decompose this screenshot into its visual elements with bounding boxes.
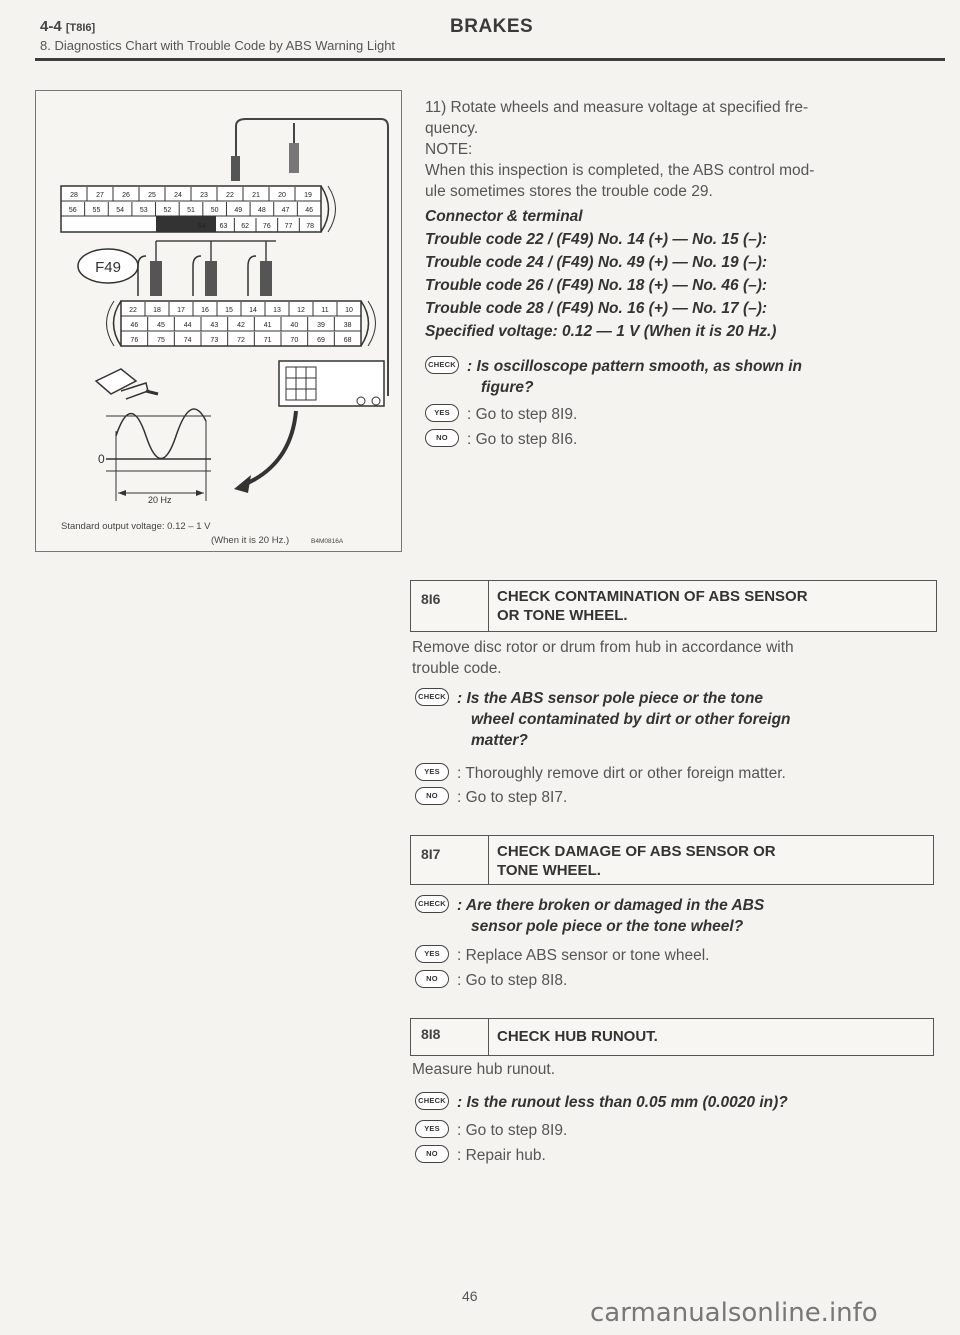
check-badge: CHECK bbox=[415, 1092, 449, 1110]
figure-caption-line1: Standard output voltage: 0.12 – 1 V bbox=[61, 521, 211, 532]
pin-label: 55 bbox=[92, 207, 101, 214]
pin-label: 78 bbox=[306, 223, 315, 230]
pin-label: 75 bbox=[157, 337, 165, 344]
step-818-yes-text: : Go to step 8I9. bbox=[457, 1122, 568, 1139]
pin-label: 52 bbox=[163, 207, 172, 214]
step-11-line2: quency. bbox=[425, 120, 479, 137]
pin-label: 50 bbox=[210, 207, 219, 214]
no-badge: NO bbox=[425, 429, 459, 447]
pin-label: 24 bbox=[174, 192, 182, 199]
probe-top-1 bbox=[231, 156, 240, 181]
pin-label: 13 bbox=[273, 307, 281, 314]
watermark: carmanualsonline.info bbox=[590, 1298, 878, 1328]
trouble-code-26: Trouble code 26 / (F49) No. 18 (+) — No. 46 (–): bbox=[425, 277, 768, 294]
page-ref-tag: [T8I6] bbox=[65, 22, 96, 34]
figure-caption-line2: (When it is 20 Hz.) bbox=[211, 535, 290, 546]
trouble-code-28: Trouble code 28 / (F49) No. 16 (+) — No. 17 (–): bbox=[425, 300, 768, 317]
pin-label: 49 bbox=[234, 207, 243, 214]
pin-label: 18 bbox=[153, 307, 161, 314]
pin-label: 15 bbox=[225, 307, 233, 314]
note-line1: When this inspection is completed, the ABS control mod- bbox=[425, 162, 815, 179]
connector-plug-icon bbox=[96, 369, 158, 399]
pin-label: 21 bbox=[252, 192, 260, 199]
pin-label: 48 bbox=[258, 207, 266, 214]
pin-label: 40 bbox=[290, 322, 299, 329]
page-number: 46 bbox=[462, 1288, 478, 1304]
pin-label: 41 bbox=[263, 322, 272, 329]
note-line2: ule sometimes stores the trouble code 29. bbox=[425, 183, 713, 200]
step-816-no-row bbox=[415, 787, 567, 808]
pin-label: 38 bbox=[343, 322, 352, 329]
step-816-title-1: CHECK CONTAMINATION OF ABS SENSOR bbox=[497, 588, 808, 605]
step-818-yes-row bbox=[415, 1120, 567, 1141]
pin-label: 43 bbox=[210, 322, 219, 329]
pin-label: 20 bbox=[278, 192, 286, 199]
pin-label: 71 bbox=[263, 337, 272, 344]
connector-heading: Connector & terminal bbox=[425, 208, 583, 225]
pin-label: 70 bbox=[290, 337, 299, 344]
header-rule bbox=[35, 58, 945, 61]
intro-no-row bbox=[425, 429, 577, 450]
yes-badge: YES bbox=[425, 404, 459, 422]
pin-label: 76 bbox=[262, 223, 271, 230]
pin-label: 14 bbox=[249, 307, 257, 314]
yes-badge: YES bbox=[415, 763, 449, 781]
pin-label: 46 bbox=[305, 207, 314, 214]
figure-id: B4M0816A bbox=[311, 538, 344, 545]
intro-yes-row bbox=[425, 404, 577, 425]
step-816-box bbox=[410, 580, 937, 632]
step-816-check-row bbox=[415, 688, 791, 751]
pin-label: 10 bbox=[345, 307, 353, 314]
step-11-line1: 11) Rotate wheels and measure voltage at specified fre- bbox=[425, 99, 809, 116]
step-816-yes-text: : Thoroughly remove dirt or other foreign matter. bbox=[457, 765, 786, 782]
pin-label: 76 bbox=[130, 337, 139, 344]
pin-label: 22 bbox=[129, 307, 137, 314]
step-817-question-1: : Are there broken or damaged in the ABS bbox=[457, 897, 765, 914]
step-818-body-1: Measure hub runout. bbox=[412, 1061, 556, 1078]
pin-label: 22 bbox=[226, 192, 234, 199]
step-816-no-text: : Go to step 8I7. bbox=[457, 789, 568, 806]
oscilloscope-icon bbox=[279, 361, 384, 406]
step-816-title-2: OR TONE WHEEL. bbox=[497, 607, 628, 624]
yes-badge: YES bbox=[415, 945, 449, 963]
pin-label: 69 bbox=[317, 337, 325, 344]
no-badge: NO bbox=[415, 787, 449, 805]
step-816-yes-row bbox=[415, 763, 786, 784]
waveform-zero-label: 0 bbox=[98, 452, 105, 466]
pin-label: 25 bbox=[148, 192, 156, 199]
check-badge: CHECK bbox=[415, 688, 449, 706]
intro-check-row bbox=[425, 356, 802, 398]
step-817-yes-row bbox=[415, 945, 709, 966]
step-817-check-row bbox=[415, 895, 764, 937]
note-label: NOTE: bbox=[425, 141, 473, 158]
pin-label: 51 bbox=[187, 207, 195, 214]
step-817-no-text: : Go to step 8I8. bbox=[457, 972, 568, 989]
step-818-question-1: : Is the runout less than 0.05 mm (0.0020 in)? bbox=[457, 1094, 788, 1111]
figure-drawing bbox=[36, 91, 401, 551]
pin-label: 23 bbox=[200, 192, 208, 199]
pin-label: 44 bbox=[183, 322, 192, 329]
intro-check-question-1: : Is oscilloscope pattern smooth, as shown in bbox=[467, 358, 803, 375]
pointer-arrow bbox=[241, 411, 296, 486]
step-817-yes-text: : Replace ABS sensor or tone wheel. bbox=[457, 947, 710, 964]
pin-label: 47 bbox=[281, 207, 290, 214]
pin-label: 63 bbox=[219, 223, 228, 230]
step-816-question-1: : Is the ABS sensor pole piece or the tone bbox=[457, 690, 764, 707]
probe-mid-3 bbox=[260, 261, 272, 296]
pin-label: 39 bbox=[317, 322, 325, 329]
connector-label: F49 bbox=[95, 259, 121, 276]
intro-no-text: : Go to step 8I6. bbox=[467, 431, 578, 448]
pin-label: 74 bbox=[183, 337, 192, 344]
step-816-question-3: matter? bbox=[471, 732, 528, 749]
step-817-box bbox=[410, 835, 934, 885]
probe-mid-1 bbox=[150, 261, 162, 296]
trouble-code-24: Trouble code 24 / (F49) No. 49 (+) — No. 19 (–): bbox=[425, 254, 768, 271]
pin-label: 56 bbox=[68, 207, 77, 214]
pin-label: 73 bbox=[210, 337, 219, 344]
intro-check-question-2: figure? bbox=[481, 379, 534, 396]
step-818-box bbox=[410, 1018, 934, 1056]
pin-label: 28 bbox=[70, 192, 78, 199]
step-818-number: 8I8 bbox=[411, 1019, 489, 1055]
pin-label: 16 bbox=[201, 307, 209, 314]
waveform-graph bbox=[106, 409, 211, 501]
no-badge: NO bbox=[415, 970, 449, 988]
specified-voltage: Specified voltage: 0.12 — 1 V (When it is 20 Hz.) bbox=[425, 323, 777, 340]
pin-label: 45 bbox=[157, 322, 165, 329]
step-818-no-row bbox=[415, 1145, 546, 1166]
pin-label: 46 bbox=[130, 322, 139, 329]
pin-label: 26 bbox=[122, 192, 130, 199]
pin-label: 12 bbox=[297, 307, 305, 314]
probe-mid-2 bbox=[205, 261, 217, 296]
pin-label: 27 bbox=[96, 192, 104, 199]
page-subtitle: 8. Diagnostics Chart with Trouble Code by ABS Warning Light bbox=[40, 38, 396, 53]
step-816-body-1: Remove disc rotor or drum from hub in accordance with bbox=[412, 639, 794, 656]
step-818-no-text: : Repair hub. bbox=[457, 1147, 546, 1164]
step-817-no-row bbox=[415, 970, 567, 991]
check-badge: CHECK bbox=[425, 356, 459, 374]
pin-label: 54 bbox=[116, 207, 124, 214]
step-818-check-row bbox=[415, 1092, 788, 1113]
step-817-number: 8I7 bbox=[411, 836, 489, 884]
step-816-body-2: trouble code. bbox=[412, 660, 502, 677]
page-ref-number: 4-4 bbox=[40, 18, 62, 35]
pin-label: 11 bbox=[321, 307, 329, 314]
step-817-question-2: sensor pole piece or the tone wheel? bbox=[471, 918, 744, 935]
pin-label: 77 bbox=[284, 223, 293, 230]
pin-label: 62 bbox=[241, 223, 250, 230]
wiring-figure bbox=[35, 90, 402, 552]
pin-label: 42 bbox=[237, 322, 245, 329]
step-818-title-1: CHECK HUB RUNOUT. bbox=[497, 1028, 658, 1045]
pin-label: 68 bbox=[343, 337, 352, 344]
waveform-freq-label: 20 Hz bbox=[148, 495, 172, 505]
pin-label: 72 bbox=[237, 337, 245, 344]
step-816-number: 8I6 bbox=[411, 581, 489, 631]
step-817-title-2: TONE WHEEL. bbox=[497, 862, 601, 879]
pin-label: 19 bbox=[304, 192, 312, 199]
probe-top-2 bbox=[289, 143, 299, 173]
trouble-code-22: Trouble code 22 / (F49) No. 14 (+) — No. 15 (–): bbox=[425, 231, 768, 248]
step-817-title-1: CHECK DAMAGE OF ABS SENSOR OR bbox=[497, 843, 776, 860]
step-816-question-2: wheel contaminated by dirt or other foreign bbox=[471, 711, 791, 728]
yes-badge: YES bbox=[415, 1120, 449, 1138]
check-badge: CHECK bbox=[415, 895, 449, 913]
page-ref bbox=[40, 18, 95, 35]
page-title: BRAKES bbox=[450, 16, 534, 37]
pin-label: 53 bbox=[139, 207, 148, 214]
intro-yes-text: : Go to step 8I9. bbox=[467, 406, 578, 423]
pin-label: 64 bbox=[197, 223, 206, 230]
pin-label: 17 bbox=[177, 307, 185, 314]
no-badge: NO bbox=[415, 1145, 449, 1163]
